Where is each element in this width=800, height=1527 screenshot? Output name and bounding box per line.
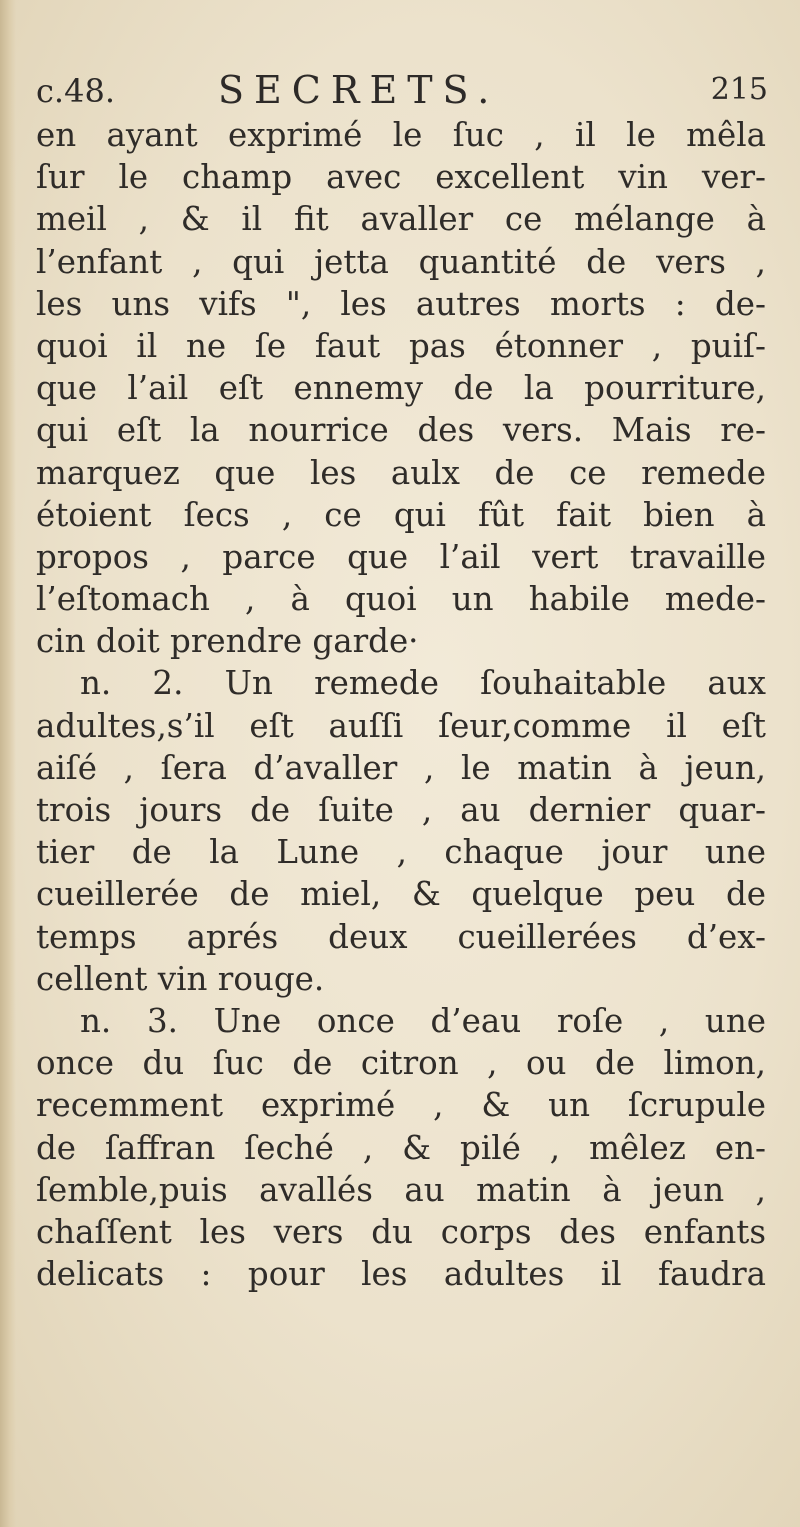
text-line: temps aprés deux cueillerées d’ex- bbox=[36, 917, 766, 956]
text-line: l’eſtomach , à quoi un habile mede- bbox=[36, 580, 766, 619]
text-line: ſur le champ avec excellent vin ver- bbox=[36, 158, 766, 197]
text-line: recemment exprimé , & un ſcrupule bbox=[36, 1086, 766, 1125]
running-title: SECRETS. bbox=[218, 68, 500, 112]
text-line: l’enfant , qui jetta quantité de vers , bbox=[36, 242, 766, 281]
text-line: cellent vin rouge. bbox=[36, 959, 325, 998]
text-line: cueillerée de miel, & quelque peu de bbox=[36, 875, 766, 914]
text-line: meil , & il fit avaller ce mélange à bbox=[36, 200, 766, 239]
text-line: que l’ail eſt ennemy de la pourriture, bbox=[36, 369, 766, 408]
body-text bbox=[36, 114, 766, 1295]
page-gutter bbox=[0, 0, 16, 1527]
text-line: adultes,s’il eſt auſſi ſeur,comme il eſt bbox=[36, 706, 766, 745]
text-line: en ayant exprimé le ſuc , il le mêla bbox=[36, 116, 766, 154]
text-line: delicats : pour les adultes il faudra bbox=[36, 1255, 766, 1294]
text-line: étoient ſecs , ce qui fût fait bien à bbox=[36, 495, 766, 534]
text-line: aiſé , ſera d’avaller , le matin à jeun, bbox=[36, 748, 766, 787]
text-line: de ſaffran ſeché , & pilé , mêlez en- bbox=[36, 1128, 766, 1167]
text-line: n. 3. Une once d’eau roſe , une bbox=[80, 1001, 766, 1040]
chapter-reference: c.48. bbox=[36, 72, 115, 110]
text-line: tier de la Lune , chaque jour une bbox=[36, 833, 766, 872]
text-line: n. 2. Un remede ſouhaitable aux bbox=[80, 664, 766, 703]
page-number: 215 bbox=[710, 72, 768, 107]
text-line: once du ſuc de citron , ou de limon, bbox=[36, 1044, 766, 1083]
text-line: marquez que les aulx de ce remede bbox=[36, 453, 766, 492]
text-line: trois jours de ſuite , au dernier quar- bbox=[36, 791, 766, 829]
text-line: qui eſt la nourrice des vers. Mais re- bbox=[36, 411, 766, 450]
text-line: chaſſent les vers du corps des enfants bbox=[36, 1212, 766, 1251]
text-line: cin doit prendre garde· bbox=[36, 622, 419, 661]
text-line: les uns vifs ", les autres morts : de- bbox=[36, 284, 766, 323]
running-header bbox=[36, 62, 776, 116]
text-line: ſemble,puis avallés au matin à jeun , bbox=[36, 1170, 766, 1209]
text-line: quoi il ne ſe faut pas étonner , puiſ- bbox=[36, 326, 766, 365]
text-line: propos , parce que l’ail vert travaille bbox=[36, 537, 766, 576]
